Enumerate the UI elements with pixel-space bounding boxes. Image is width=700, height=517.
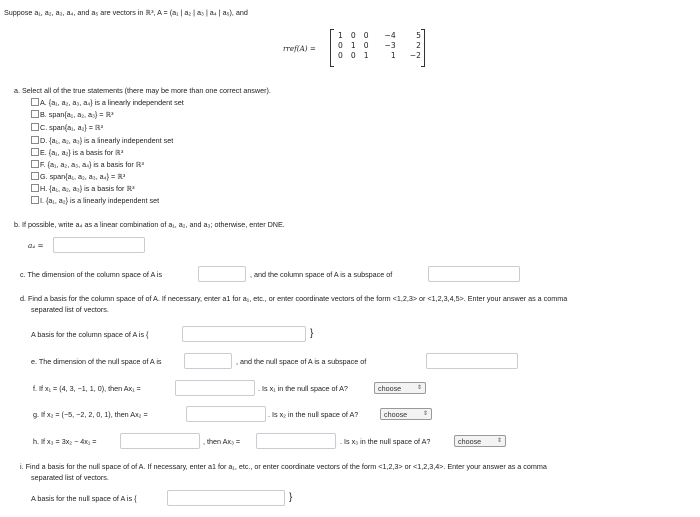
part-i-prompt-line1: i. Find a basis for the null space of of A. If necessary, enter a1 for a₁, etc., or enter coordinate vectors of the form <1,2,3> or <1,2,3,4>. Enter your answer as a comma <box>20 462 547 471</box>
a4-label: a₄ = <box>28 241 44 250</box>
checkbox[interactable] <box>31 196 39 204</box>
part-c-prompt: c. The dimension of the column space of A is <box>20 270 163 279</box>
part-d-prompt-line1: d. Find a basis for the column space of of A. If necessary, enter a1 for a₁, etc., or enter coordinate vectors of the form <1,2,3> or <1,2,3,4,5>. Enter your answer as a comma <box>20 294 568 303</box>
part-e-mid-text: , and the null space of A is a subspace of <box>236 357 367 366</box>
part-f-question: . Is x₁ in the null space of A? <box>258 384 348 393</box>
matrix-cell: 0 <box>338 40 343 50</box>
option-b[interactable] <box>31 110 114 119</box>
part-b-prompt: b. If possible, write a₄ as a linear combination of a₁, a₂, and a₃; otherwise, enter DNE. <box>14 220 285 229</box>
ax3-input[interactable] <box>256 433 336 449</box>
checkbox[interactable] <box>31 136 39 144</box>
option-label: C. span{a₁, a₂} = ℝ³ <box>40 123 104 132</box>
checkbox[interactable] <box>31 148 39 156</box>
checkbox[interactable] <box>31 172 39 180</box>
checkbox[interactable] <box>31 98 39 106</box>
null-space-basis-close: } <box>289 492 293 503</box>
a4-input[interactable] <box>53 237 145 253</box>
option-d[interactable] <box>31 136 173 145</box>
matrix-row <box>334 30 425 40</box>
checkbox[interactable] <box>31 160 39 168</box>
option-e[interactable] <box>31 148 123 157</box>
rref-matrix <box>334 30 425 60</box>
option-label: E. {a₁, a₂} is a basis for ℝ³ <box>40 148 124 157</box>
matrix-cell: 0 <box>363 30 369 40</box>
checkbox[interactable] <box>31 184 39 192</box>
matrix-row <box>334 50 425 60</box>
matrix-cell: 1 <box>350 40 356 50</box>
part-d-prompt-line2: separated list of vectors. <box>31 305 109 314</box>
part-f-prompt: f. If x₁ = (4, 3, −1, 1, 0), then Ax₁ = <box>33 384 141 393</box>
x2-null-space-select[interactable] <box>380 408 432 420</box>
matrix-cell: 1 <box>390 50 396 60</box>
part-c-mid-text: , and the column space of A is a subspace of <box>250 270 393 279</box>
part-h-question: . Is x₃ in the null space of A? <box>340 437 431 446</box>
matrix-row <box>334 40 425 50</box>
option-i[interactable] <box>31 196 159 205</box>
matrix-cell: −4 <box>384 30 396 40</box>
x1-null-space-select[interactable] <box>374 382 426 394</box>
part-a-prompt: a. Select all of the true statements (there may be more than one correct answer). <box>14 86 271 95</box>
matrix-right-bracket <box>421 29 425 67</box>
option-label: B. span{a₁, a₂, a₃} = ℝ³ <box>40 110 114 119</box>
x3-null-space-select[interactable] <box>454 435 506 447</box>
null-space-basis-label: A basis for the null space of A is { <box>31 494 137 503</box>
ax1-input[interactable] <box>175 380 255 396</box>
chevron-updown-icon: ⇕ <box>496 438 502 444</box>
null-space-basis-input[interactable] <box>167 490 285 506</box>
part-e-prompt: e. The dimension of the null space of A is <box>31 357 162 366</box>
matrix-cell: −2 <box>409 50 421 60</box>
option-label: D. {a₁, a₂, a₃} is a linearly independent set <box>40 136 174 145</box>
matrix-cell: 1 <box>338 30 343 40</box>
problem-intro: Suppose a₁, a₂, a₃, a₄, and a₅ are vectors in ℝ³, A = (a₁ | a₂ | a₃ | a₄ | a₅), and <box>4 8 248 17</box>
option-g[interactable] <box>31 172 125 181</box>
rref-label: rref(A) = <box>283 44 316 53</box>
column-space-basis-input[interactable] <box>182 326 306 342</box>
ax2-input[interactable] <box>186 406 266 422</box>
null-space-dimension-input[interactable] <box>184 353 232 369</box>
option-label: H. {a₁, a₂, a₃} is a basis for ℝ³ <box>40 184 135 193</box>
option-f[interactable] <box>31 160 144 169</box>
column-space-basis-label: A basis for the column space of A is { <box>31 330 149 339</box>
option-a[interactable] <box>31 98 184 107</box>
option-label: G. span{a₁, a₂, a₃, a₄} = ℝ³ <box>40 172 126 181</box>
option-label: A. {a₁, a₂, a₃, a₄} is a linearly independent set <box>40 98 184 107</box>
matrix-cell: 0 <box>350 30 356 40</box>
matrix-cell: 0 <box>363 40 369 50</box>
matrix-cell: 1 <box>363 50 369 60</box>
part-g-question: . Is x₂ in the null space of A? <box>268 410 359 419</box>
null-space-subspace-input[interactable] <box>426 353 518 369</box>
select-value: choose <box>384 410 408 419</box>
option-c[interactable] <box>31 123 103 132</box>
x3-input[interactable] <box>120 433 200 449</box>
matrix-cell: 2 <box>416 40 421 50</box>
part-h-prompt: h. If x₃ = 3x₂ − 4x₁ = <box>33 437 97 446</box>
option-label: I. {a₁, a₂} is a linearly independent set <box>40 196 160 205</box>
matrix-cell: −3 <box>384 40 396 50</box>
option-label: F. {a₁, a₂, a₃, a₄} is a basis for ℝ³ <box>40 160 144 169</box>
column-space-basis-close: } <box>310 328 314 339</box>
column-space-dimension-input[interactable] <box>198 266 246 282</box>
chevron-updown-icon: ⇕ <box>422 411 428 417</box>
matrix-cell: 0 <box>338 50 343 60</box>
matrix-cell: 0 <box>350 50 356 60</box>
option-h[interactable] <box>31 184 135 193</box>
matrix-cell: 5 <box>416 30 421 40</box>
column-space-subspace-input[interactable] <box>428 266 520 282</box>
part-g-prompt: g. If x₂ = (−5, −2, 2, 0, 1), then Ax₂ = <box>33 410 148 419</box>
chevron-updown-icon: ⇕ <box>416 385 422 391</box>
part-h-then: , then Ax₃ = <box>203 437 241 446</box>
select-value: choose <box>378 384 402 393</box>
checkbox[interactable] <box>31 123 39 131</box>
part-i-prompt-line2: separated list of vectors. <box>31 473 109 482</box>
select-value: choose <box>458 437 482 446</box>
checkbox[interactable] <box>31 110 39 118</box>
